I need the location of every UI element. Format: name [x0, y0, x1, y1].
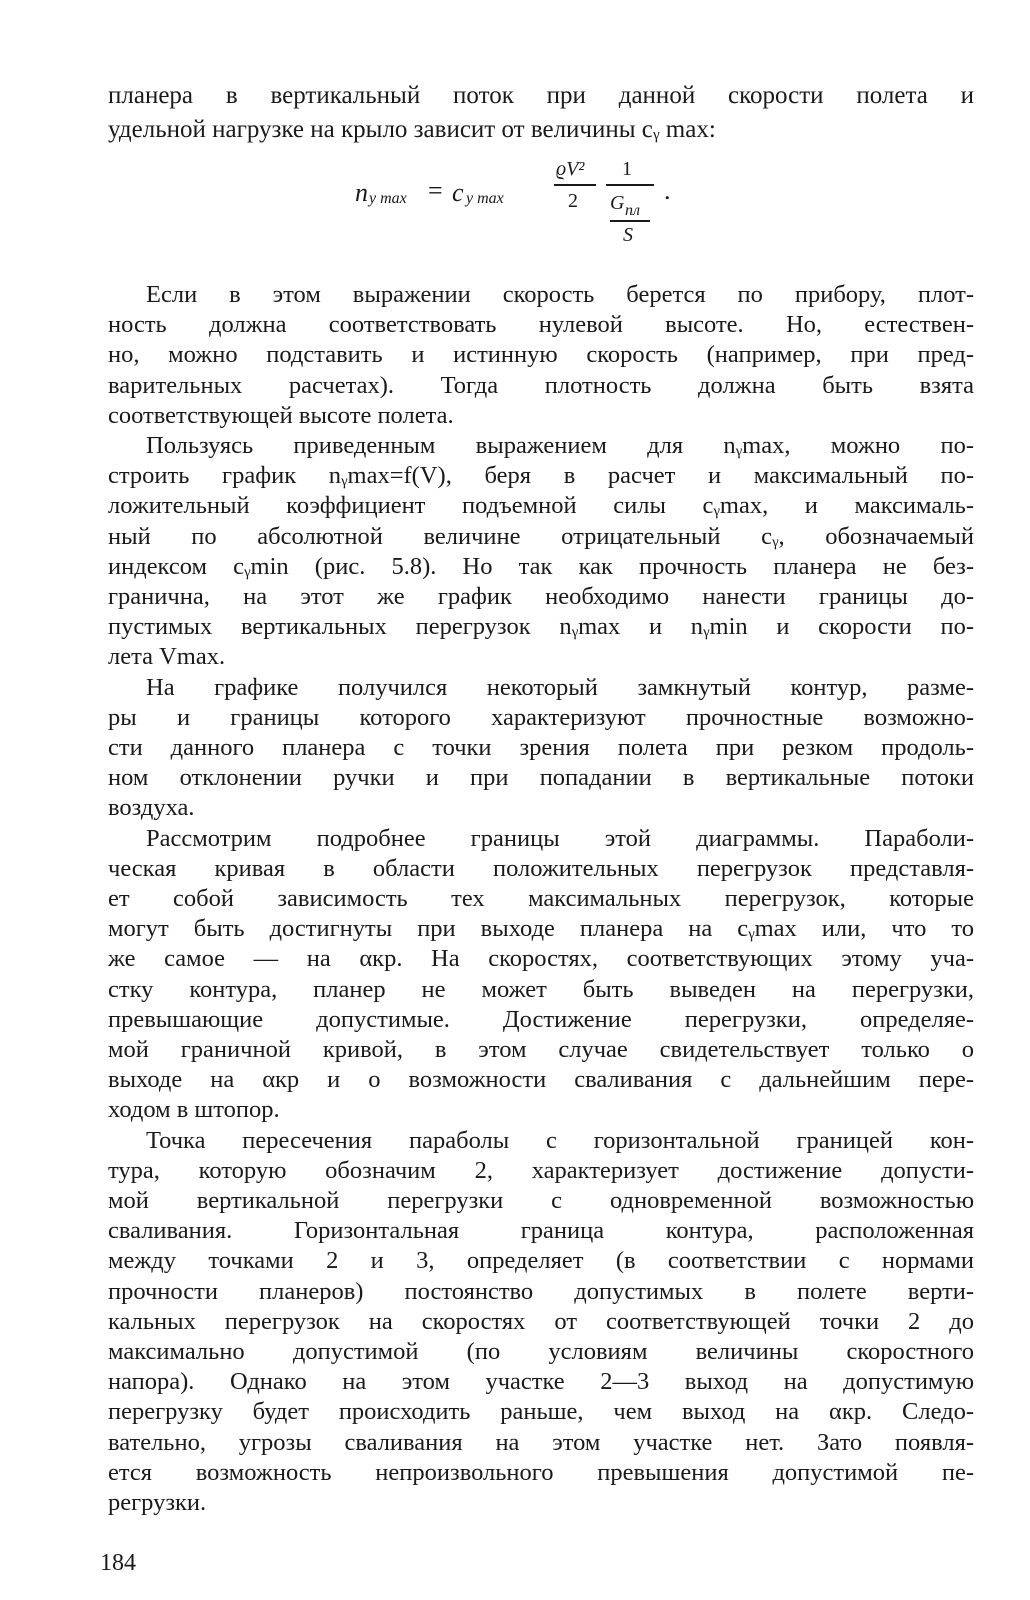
text-line: воздуха.: [108, 794, 195, 821]
text-line: Точка пересечения параболы с горизонтальной границей кон-: [146, 1127, 974, 1154]
formula-den2-main: G: [610, 192, 625, 214]
text-line: варительных расчетах). Тогда плотность должна быть взята: [108, 372, 974, 399]
text-line: ном отклонении ручки и при попадании в вертикальные потоки: [108, 764, 974, 791]
text-line: перегрузку будет происходить раньше, чем выход на αкр. Следо-: [108, 1398, 974, 1425]
text-line: но, можно подставить и истинную скорость (например, при пред-: [108, 341, 974, 368]
formula-dot: .: [664, 176, 671, 205]
text-line: Рассмотрим подробнее границы этой диаграммы. Параболи-: [146, 825, 974, 852]
text-line: между точками 2 и 3, определяет (в соответствии с нормами: [108, 1247, 974, 1274]
text-line: ческая кривая в области положительных перегрузок представля-: [108, 855, 974, 882]
formula-c: c: [452, 178, 464, 207]
text-line: ры и границы которого характеризуют прочностные возможно-: [108, 704, 974, 731]
page-number: 184: [100, 1550, 136, 1576]
text-line: планера в вертикальный поток при данной скорости полета и: [108, 82, 974, 109]
formula-equals: =: [428, 176, 443, 205]
text-line: ет собой зависимость тех максимальных перегрузок, которые: [108, 885, 974, 912]
formula: [0, 140, 1030, 260]
text-line: ложительный коэффициент подъемной силы cᵧmax, и максималь-: [108, 492, 974, 519]
text-line: же самое — на αкр. На скоростях, соответствующих этому уча-: [108, 945, 974, 972]
formula-num1: ϱV²: [556, 158, 585, 180]
fraction-bar-3: [610, 220, 650, 222]
text-line: тура, которую обозначим 2, характеризует достижение допусти-: [108, 1157, 974, 1184]
text-line: кальных перегрузок на скоростях от соответствующей точки 2 до: [108, 1308, 974, 1335]
text-line: удельной нагрузке на крыло зависит от величины cᵧ max:: [108, 116, 716, 143]
text-line: На графике получился некоторый замкнутый контур, разме-: [146, 674, 974, 701]
text-line: сваливания. Горизонтальная граница контура, расположенная: [108, 1217, 974, 1244]
text-line: ходом в штопор.: [108, 1096, 280, 1123]
formula-c-sub: y max: [466, 190, 504, 207]
formula-lhs-sub: y max: [369, 190, 407, 207]
text-line: превышающие допустимые. Достижение перегрузки, определяе-: [108, 1006, 974, 1033]
formula-lhs: n: [355, 178, 368, 207]
text-line: ется возможность непроизвольного превышения допустимой пе-: [108, 1459, 974, 1486]
formula-num2: 1: [622, 158, 632, 180]
fraction-bar-1: [554, 184, 596, 186]
text-line: вательно, угрозы сваливания на этом участке нет. Зато появля-: [108, 1429, 974, 1456]
text-line: выходе на αкр и о возможности сваливания с дальнейшим пере-: [108, 1066, 974, 1093]
text-line: соответствующей высоте полета.: [108, 402, 454, 429]
fraction-bar-2: [606, 184, 654, 186]
text-line: регрузки.: [108, 1489, 207, 1516]
text-line: гранична, на этот же график необходимо нанести границы до-: [108, 583, 974, 610]
text-line: могут быть достигнуты при выходе планера на cᵧmax или, что то: [108, 915, 974, 942]
text-line: мой граничной кривой, в этом случае свидетельствует только о: [108, 1036, 974, 1063]
text-line: Если в этом выражении скорость берется по прибору, плот-: [146, 281, 974, 308]
text-line: строить график nᵧmax=f(V), беря в расчет и максимальный по-: [108, 462, 974, 489]
formula-den2-under: S: [623, 224, 633, 246]
text-line: ность должна соответствовать нулевой высоте. Но, естествен-: [108, 311, 974, 338]
text-line: прочности планеров) постоянство допустимых в полете верти-: [108, 1278, 974, 1305]
text-line: ный по абсолютной величине отрицательный cᵧ, обозначаемый: [108, 523, 974, 550]
formula-den1: 2: [568, 190, 578, 212]
formula-den2-sub: пл: [625, 202, 640, 219]
text-line: напора). Однако на этом участке 2—3 выход на допустимую: [108, 1368, 974, 1395]
text-line: индексом cᵧmin (рис. 5.8). Но так как прочность планера не без-: [108, 553, 974, 580]
text-line: лета Vmax.: [108, 643, 226, 670]
text-line: мой вертикальной перегрузки с одновременной возможностью: [108, 1187, 974, 1214]
text-line: пустимых вертикальных перегрузок nᵧmax и nᵧmin и скорости по-: [108, 613, 974, 640]
text-line: сти данного планера с точки зрения полета при резком продоль-: [108, 734, 974, 761]
text-line: максимально допустимой (по условиям величины скоростного: [108, 1338, 974, 1365]
text-line: стку контура, планер не может быть выведен на перегрузки,: [108, 976, 974, 1003]
text-line: Пользуясь приведенным выражением для nᵧmax, можно по-: [146, 432, 974, 459]
